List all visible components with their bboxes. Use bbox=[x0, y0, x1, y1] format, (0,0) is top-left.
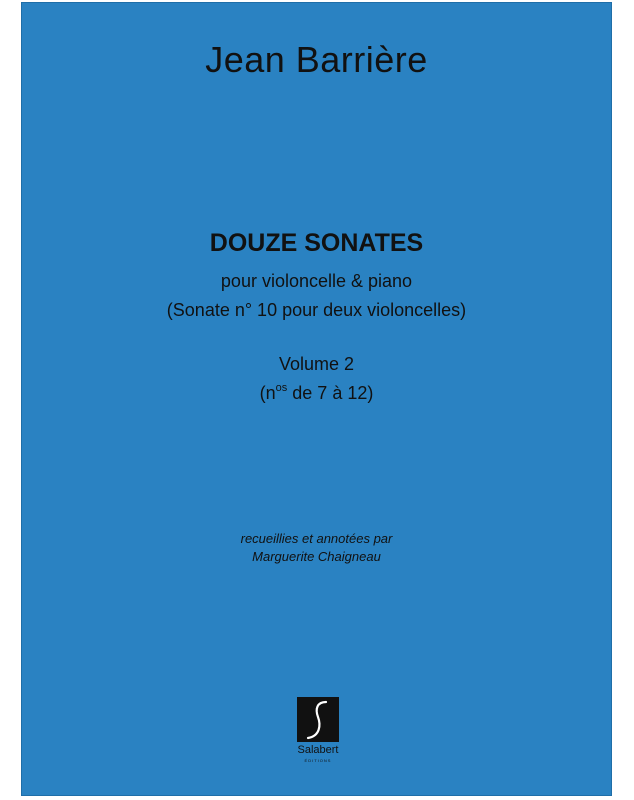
publisher-logo bbox=[295, 697, 341, 767]
range-suffix: de 7 à 12) bbox=[287, 383, 374, 403]
book-cover bbox=[21, 2, 612, 796]
instrumentation: pour violoncelle & piano bbox=[220, 271, 413, 291]
range-superscript: os bbox=[275, 382, 288, 394]
work-title: DOUZE SONATES bbox=[209, 229, 424, 257]
editor-credit-line: recueillies et annotées par bbox=[240, 531, 393, 546]
range-prefix: (n bbox=[259, 383, 276, 403]
sonata-note: (Sonate n° 10 pour deux violoncelles) bbox=[166, 300, 467, 320]
publisher-sub: ÉDITIONS bbox=[304, 758, 332, 763]
publisher-name: Salabert bbox=[297, 744, 339, 756]
volume-label: Volume 2 bbox=[278, 354, 355, 374]
editor-name: Marguerite Chaigneau bbox=[252, 549, 381, 564]
salabert-s-icon bbox=[297, 697, 339, 742]
volume-range bbox=[22, 383, 611, 404]
composer-name: Jean Barrière bbox=[205, 39, 428, 80]
